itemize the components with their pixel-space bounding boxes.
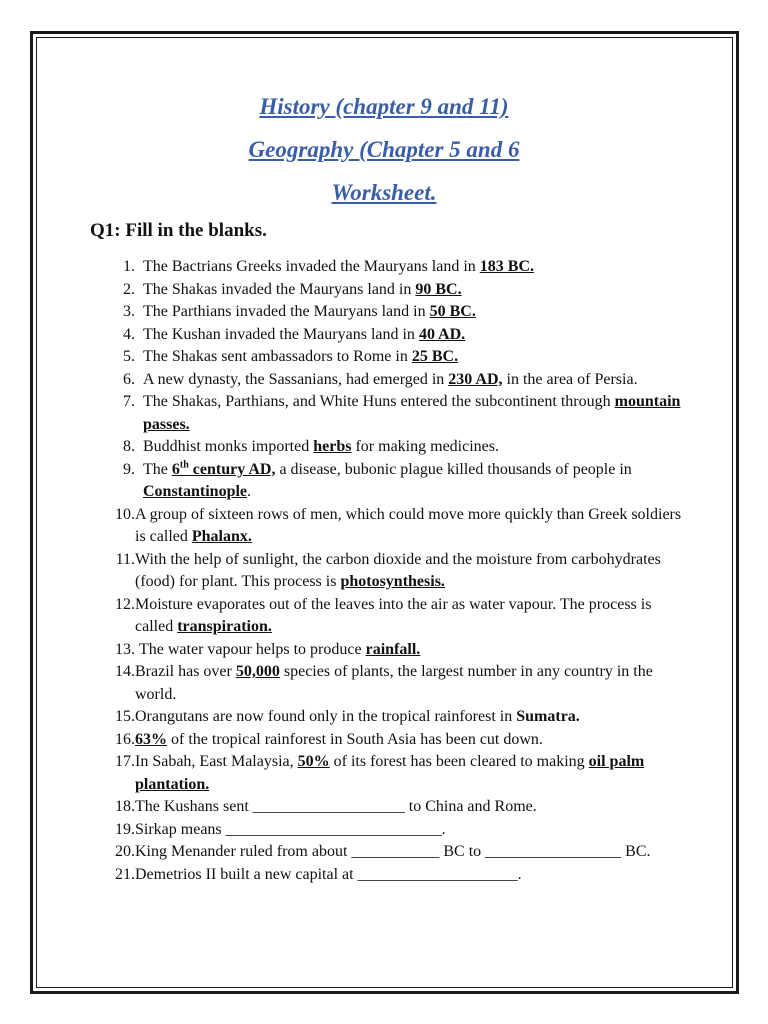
answer: 6th century AD, [171,459,276,478]
answer: 50 BC. [429,303,476,320]
list-item: 18. The Kushans sent ___________________ to China and Rome. [115,798,537,815]
title-geography: Geography (Chapter 5 and 6 [248,137,520,162]
answer: transpiration. [177,618,272,635]
list-item: 8. Buddhist monks imported herbs for making medicines. [123,438,499,455]
list-item: 13. The water vapour helps to produce rainfall. [115,640,421,658]
question-heading: Q1: Fill in the blanks. [90,220,267,241]
answer: 230 AD, [448,370,503,388]
answer: Phalanx. [191,528,252,545]
answer: 50,000 [235,663,280,680]
answer: oil palm plantation. [135,753,645,793]
list-item: 20. King Menander ruled from about ___________ BC to _________________ BC. [115,843,651,860]
list-item: 5. The Shakas sent ambassadors to Rome in 25 BC. [123,348,459,365]
list-item: 2. The Shakas invaded the Mauryans land in 90 BC. [123,280,462,298]
list-item: 12. Moisture evaporates out of the leaves into the air as water vapour. The process is called transpiration. [115,595,652,635]
list-item: 11. With the help of sunlight, the carbon dioxide and the moisture from carbohydrates (food) for plant. This process is photosynthesis. [115,550,661,590]
answer: 25 BC. [411,348,459,365]
answer: 50% [297,753,330,770]
answer: 63% [135,730,167,748]
answer: Sumatra. [516,708,580,725]
answer: rainfall. [365,640,421,658]
answer: Constantinople [143,483,248,500]
list-item: 21. Demetrios II built a new capital at ____________________. [115,865,522,883]
list-item: 7. The Shakas, Parthians, and White Huns entered the subcontinent through mountain passes. [123,393,681,433]
answer: mountain passes. [143,393,681,433]
answer: photosynthesis. [340,573,445,590]
list-item: 4. The Kushan invaded the Mauryans land in 40 AD. [123,325,466,343]
list-item: 6. A new dynasty, the Sassanians, had emerged in 230 AD, in the area of Persia. [123,370,638,388]
title-history: History (chapter 9 and 11) [259,94,509,119]
answer: herbs [313,438,352,455]
question-list [100,256,690,886]
list-item: 10. A group of sixteen rows of men, which could move more quickly than Greek soldiers is called Phalanx. [115,505,682,545]
title-worksheet: Worksheet. [331,180,437,205]
answer: 40 AD. [418,325,466,343]
answer: 183 BC. [479,258,535,275]
list-item: 15. Orangutans are now found only in the tropical rainforest in Sumatra. [115,708,580,725]
list-item: 19. Sirkap means ___________________________. [115,820,446,838]
list-item: 17. In Sabah, East Malaysia, 50% of its forest has been cleared to making oil palm plantation. [115,753,645,793]
answer: 90 BC. [415,280,462,298]
list-item: 9. The 6th century AD, a disease, bubonic plague killed thousands of people in Constantinople. [123,459,632,500]
list-item: 16. 63% of the tropical rainforest in South Asia has been cut down. [115,730,543,748]
list-item: 1. The Bactrians Greeks invaded the Mauryans land in 183 BC. [123,258,535,275]
list-item: 3. The Parthians invaded the Mauryans land in 50 BC. [123,303,476,320]
list-item: 14. Brazil has over 50,000 species of plants, the largest number in any country in the world. [115,663,653,703]
